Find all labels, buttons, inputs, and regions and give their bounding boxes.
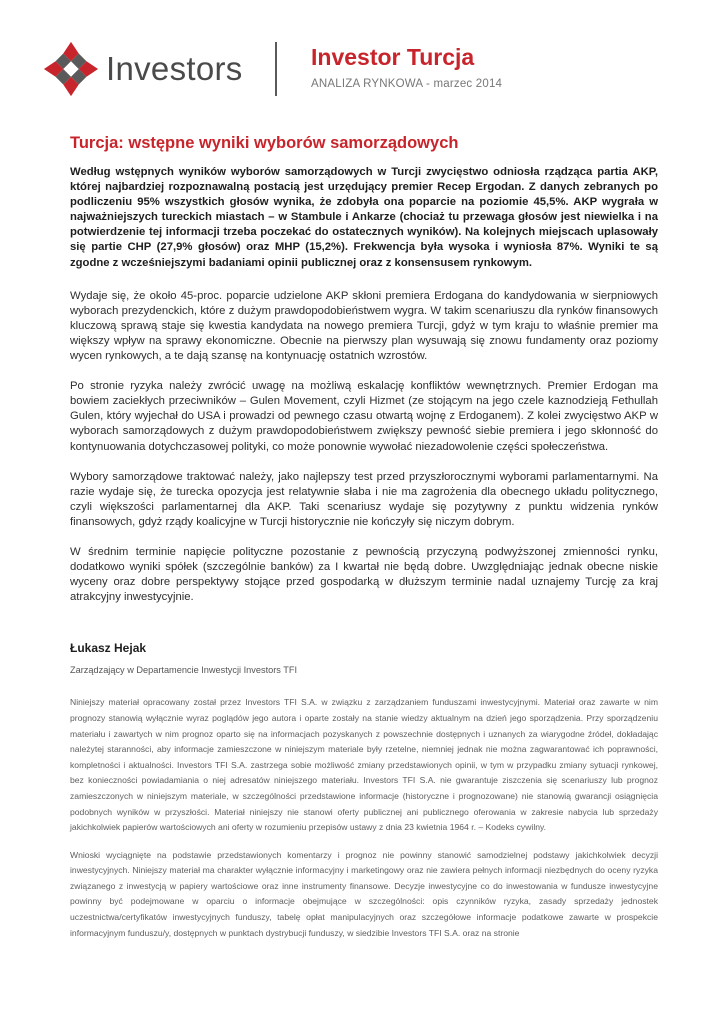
report-subtitle: ANALIZA RYNKOWA - marzec 2014: [311, 78, 503, 90]
disclaimer-paragraph: Niniejszy materiał opracowany został przez Investors TFI S.A. w związku z zarządzaniem funduszami inwestycyjnymi. Materiał oraz zawarte w nim prognozy stanowią wyłącznie wyraz poglądów jego autora i oparte zostały na stanie wiedzy aktualnym na dzień jego sporządzenia. Przy sporządzeniu materiału i zawartych w nim prognoz oparto się na informacjach pozyskanych z powszechnie dostępnych i uznanych za wiarygodne źródeł, dokładając należytej staranności, aby informacje zamieszczone w niniejszym materiale były rzetelne, niemniej jednak nie można zagwarantować ich poprawności, kompletności i aktualności. Investors TFI S.A. zastrzega sobie możliwość zmiany przedstawionych opinii, w tym w przypadku zmiany sytuacji rynkowej, bez konieczności powiadamiania o niej adresatów niniejszego materiału. Investors TFI S.A. nie gwarantuje ziszczenia się scenariuszy lub prognoz zamieszczonych w niniejszym materiale, w szczególności przedstawione informacje (historyczne i prognozowane) nie stanowią gwarancji osiągnięcia podobnych wyników w przyszłości. Materiał niniejszy nie stanowi oferty publicznej ani publicznego oferowania w zakresie nabycia lub sprzedaży jakichkolwiek papierów wartościowych ani oferty w rozumieniu przepisów ustawy z dnia 23 kwietnia 1964 r. – Kodeks cywilny.: [70, 697, 658, 833]
disclaimer-paragraph: Wnioski wyciągnięte na podstawie przedstawionych komentarzy i prognoz nie powinny stanowić samodzielnej podstawy jakichkolwiek decyzji inwestycyjnych. Niniejszy materiał ma charakter wyłącznie informacyjny i marketingowy oraz nie zawiera pełnych informacji niezbędnych do oceny ryzyka związanego z inwestycją w papiery wartościowe oraz inne instrumenty finansowe. Decyzje inwestycyjne co do inwestowania w fundusze inwestycyjne powinny być podejmowane w oparciu o informacje obejmujące w szczególności: opis czynników ryzyka, zasady sprzedaży jednostek uczestnictwa/certyfikatów inwestycyjnych funduszy, tabelę opłat manipulacyjnych oraz szczegółowe informacje podatkowe zawarte w prospekcie informacyjnym funduszu/y, dostępnych w punktach dystrybucji funduszy, w siedzibie Investors TFI S.A. oraz na stronie: [70, 849, 658, 938]
article-paragraph: W średnim terminie napięcie polityczne pozostanie z pewnością przyczyną podwyższonej zmienności rynku, dodatkowo wyniki spółek (szczególnie banków) za I kwartał nie będą dobre. Uwzględniając jednak obecne niskie wyceny oraz dobre perspektywy stojące przed gospodarką w dłuższym terminie nadal uznajemy Turcję za kraj atrakcyjny inwestycyjnie.: [70, 545, 658, 604]
page-header: [0, 0, 725, 110]
header-divider: [275, 42, 277, 96]
report-title: Investor Turcja: [311, 44, 475, 70]
article-body: [70, 134, 658, 941]
article-title: Turcja: wstępne wyniki wyborów samorządowych: [70, 134, 459, 152]
article-paragraph: Wydaje się, że około 45-proc. poparcie udzielone AKP skłoni premiera Erdogana do kandydowania w sierpniowych wyborach prezydenckich, które z dużym prawdopodobieństwem wygra. W takim scenariuszu dla rynków finansowych kluczową sprawą staje się kwestia kandydata na nowego premiera Turcji, gdyż w tym kraju to właśnie premier ma większy wpływ na sprawy ekonomiczne. Obecnie na pierwszy plan wysuwają się znowu fundamenty oraz poziomy wycen rynkowych, a te dają szansę na kontynuację ostatnich wzrostów.: [70, 289, 658, 363]
article-paragraph: Wybory samorządowe traktować należy, jako najlepszy test przed przyszłorocznymi wyborami parlamentarnymi. Na razie wydaje się, że turecka opozycja jest relatywnie słaba i nie ma zagrożenia dla obecnego układu politycznego, czyli większości parlamentarnej dla AKP. Taki scenariusz wydaje się pozytywny z punktu widzenia rynków finansowych, gdyż rządy koalicyjne w Turcji historycznie nie kończyły się niczym dobrym.: [70, 470, 658, 528]
brand-name: Investors: [106, 50, 243, 87]
article-paragraph: Po stronie ryzyka należy zwrócić uwagę na możliwą eskalację konfliktów wewnętrznych. Premier Erdogan ma bowiem zaciekłych przeciwników – Gulen Movement, czyli Hizmet (ze stojącym na jego czele kaznodzieją Fethullah Gulen, który wyjechał do USA i prowadzi od pewnego czasu otwartą wojnę z Erdoganem). Z kolei zwycięstwo AKP w wyborach samorządowych z dużym prawdopodobieństwem zwiększy pewność siebie premiera i jego skłonność do kontynuowania dotychczasowej polityki, co może ponownie wywołać niezadowolenie części społeczeństwa.: [70, 380, 658, 453]
article-lead: Według wstępnych wyników wyborów samorządowych w Turcji zwycięstwo odniosła rządząca partia AKP, której najbardziej rozpoznawalną postacią jest urzędujący premier Recep Ergodan. Z danych zebranych po podliczeniu 95% wszystkich głosów wynika, że zdobyła ona poparcie na poziomie 45,5%. AKP wygrała w najważniejszych tureckich miastach – w Stambule i Ankarze (chociaż tu przewaga głosów jest niewielka i na potwierdzenie tej informacji trzeba poczekać do ostatecznych wyników). Na kolejnych miejscach uplasowały się partie CHP (27,9% głosów) oraz MHP (15,2%). Frekwencja była wysoka i wyniosła 87%. Wyniki te są zgodne z wcześniejszymi badaniami opinii publicznej oraz z konsensusem rynkowym.: [70, 166, 658, 269]
investors-logo-icon: [42, 40, 100, 98]
author-name: Łukasz Hejak: [70, 641, 147, 656]
author-role: Zarządzający w Departamencie Inwestycji Investors TFI: [70, 665, 298, 676]
